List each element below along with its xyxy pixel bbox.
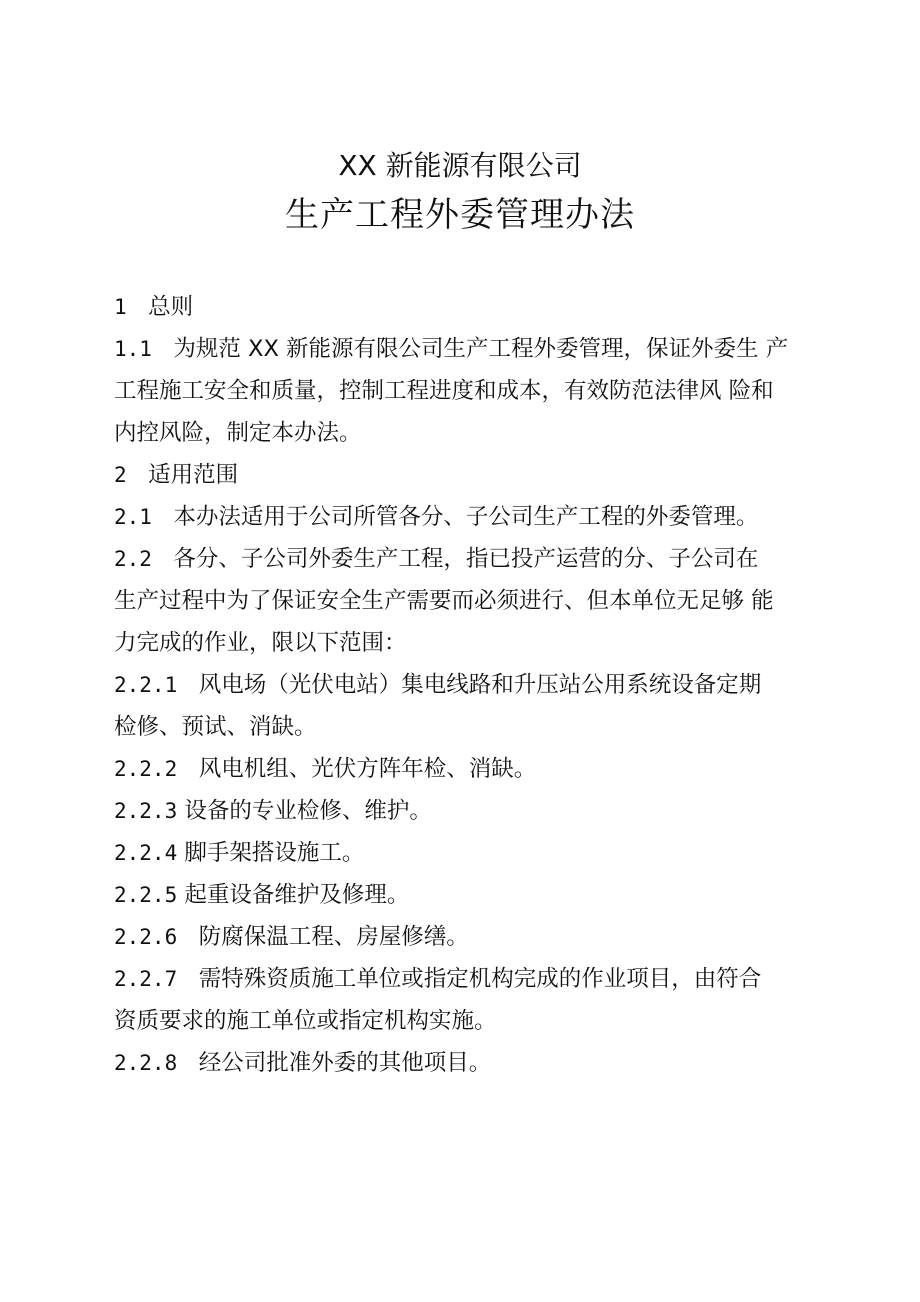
line-text: 总则 xyxy=(148,294,194,320)
paragraph-line xyxy=(114,328,834,370)
company-title: XX 新能源有限公司 xyxy=(338,149,582,182)
line-text: 检修、预试、消缺。 xyxy=(114,714,317,740)
section-number: 2.2.6 xyxy=(114,925,178,949)
line-text: 为规范 XX 新能源有限公司生产工程外委管理，保证外委生 产 xyxy=(173,336,789,362)
line-text: 内控风险，制定本办法。 xyxy=(114,420,362,446)
line-text: 各分、子公司外委生产工程，指已投产运营的分、子公司在 xyxy=(173,546,759,572)
paragraph-line xyxy=(114,706,834,748)
paragraph-line xyxy=(114,958,834,1000)
section-number: 2.2.1 xyxy=(114,673,178,697)
line-text: 设备的专业检修、维护。 xyxy=(184,798,432,824)
line-text: 工程施工安全和质量，控制工程进度和成本，有效防范法律风 险和 xyxy=(114,378,774,404)
paragraph-line xyxy=(114,622,834,664)
document-title: 生产工程外委管理办法 xyxy=(285,195,635,235)
paragraph-line xyxy=(114,496,834,538)
paragraph-line xyxy=(114,1042,834,1084)
line-text: 风电机组、光伏方阵年检、消缺。 xyxy=(198,756,537,782)
paragraph-line xyxy=(114,874,834,916)
paragraph-line xyxy=(114,916,834,958)
line-text: 需特殊资质施工单位或指定机构完成的作业项目，由符合 xyxy=(198,966,762,992)
section-number: 2.2.4 xyxy=(114,841,178,865)
section-number: 2.2.2 xyxy=(114,757,178,781)
section-number: 1.1 xyxy=(114,337,152,361)
section-number: 1 xyxy=(114,295,127,319)
paragraph-line xyxy=(114,286,834,328)
section-number: 2.2.7 xyxy=(114,967,178,991)
line-text: 防腐保温工程、房屋修缮。 xyxy=(198,924,469,950)
line-text: 脚手架搭设施工。 xyxy=(184,840,365,866)
paragraph-line xyxy=(114,538,834,580)
section-number: 2.2.5 xyxy=(114,883,178,907)
line-text: 风电场（光伏电站）集电线路和升压站公用系统设备定期 xyxy=(198,672,762,698)
paragraph-line xyxy=(114,370,834,412)
paragraph-line xyxy=(114,580,834,622)
section-number: 2.2.8 xyxy=(114,1051,178,1075)
line-text: 适用范围 xyxy=(148,462,239,488)
line-text: 生产过程中为了保证安全生产需要而必须进行、但本单位无足够 能 xyxy=(114,588,774,614)
paragraph-line xyxy=(114,832,834,874)
section-number: 2 xyxy=(114,463,127,487)
paragraph-line xyxy=(114,790,834,832)
line-text: 起重设备维护及修理。 xyxy=(184,882,410,908)
paragraph-line xyxy=(114,1000,834,1042)
paragraph-line xyxy=(114,412,834,454)
paragraph-line xyxy=(114,454,834,496)
line-text: 力完成的作业，限以下范围： xyxy=(114,630,407,656)
section-number: 2.1 xyxy=(114,505,152,529)
line-text: 资质要求的施工单位或指定机构实施。 xyxy=(114,1008,497,1034)
line-text: 经公司批准外委的其他项目。 xyxy=(198,1050,492,1076)
paragraph-line xyxy=(114,664,834,706)
line-text: 本办法适用于公司所管各分、子公司生产工程的外委管理。 xyxy=(173,504,759,530)
paragraph-line xyxy=(114,748,834,790)
document-body xyxy=(114,286,834,1084)
section-number: 2.2 xyxy=(114,547,152,571)
section-number: 2.2.3 xyxy=(114,799,178,823)
